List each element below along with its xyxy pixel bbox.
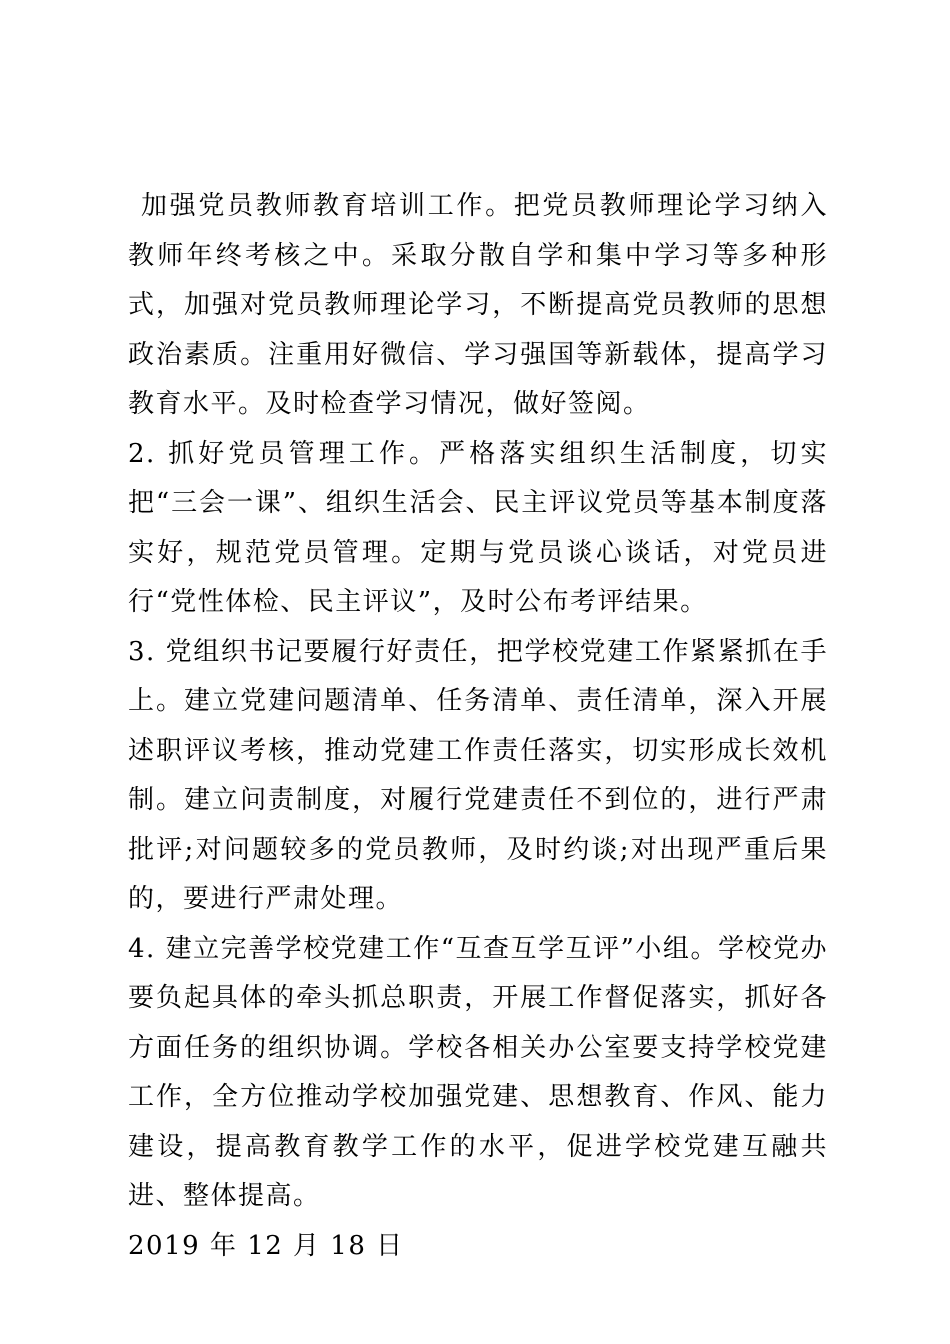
paragraph-teacher-training: 加强党员教师教育培训工作。把党员教师理论学习纳入教师年终考核之中。采取分散自学和集中学习等多种形式，加强对党员教师理论学习，不断提高党员教师的思想政治素质。注重用好微信、学习强国等新载体，提高学习教育水平。及时检查学习情况，做好签阅。 [128,191,828,419]
paragraph-party-member-management: 2. 抓好党员管理工作。严格落实组织生活制度，切实把“三会一课”、组织生活会、民主评议党员等基本制度落实好，规范党员管理。定期与党员谈心谈话，对党员进行“党性体检、民主评议”，及时公布考评结果。 [128,438,828,617]
paragraph-secretary-responsibility: 3. 党组织书记要履行好责任，把学校党建工作紧紧抓在手上。建立党建问题清单、任务清单、责任清单，深入开展述职评议考核，推动党建工作责任落实，切实形成长效机制。建立问责制度，对履行党建责任不到位的，进行严肃批评;对问题较多的党员教师，及时约谈;对出现严重后果的，要进行严肃处理。 [128,636,828,914]
document-date: 2019 年 12 月 18 日 [128,1230,404,1261]
document-body [128,182,828,1271]
paragraph-mutual-review-group: 4. 建立完善学校党建工作“互查互学互评”小组。学校党办要负起具体的牵头抓总职责，开展工作督促落实，抓好各方面任务的组织协调。学校各相关办公室要支持学校党建工作，全方位推动学校加强党建、思想教育、作风、能力建设，提高教育教学工作的水平，促进学校党建互融共进、整体提高。 [128,933,828,1211]
